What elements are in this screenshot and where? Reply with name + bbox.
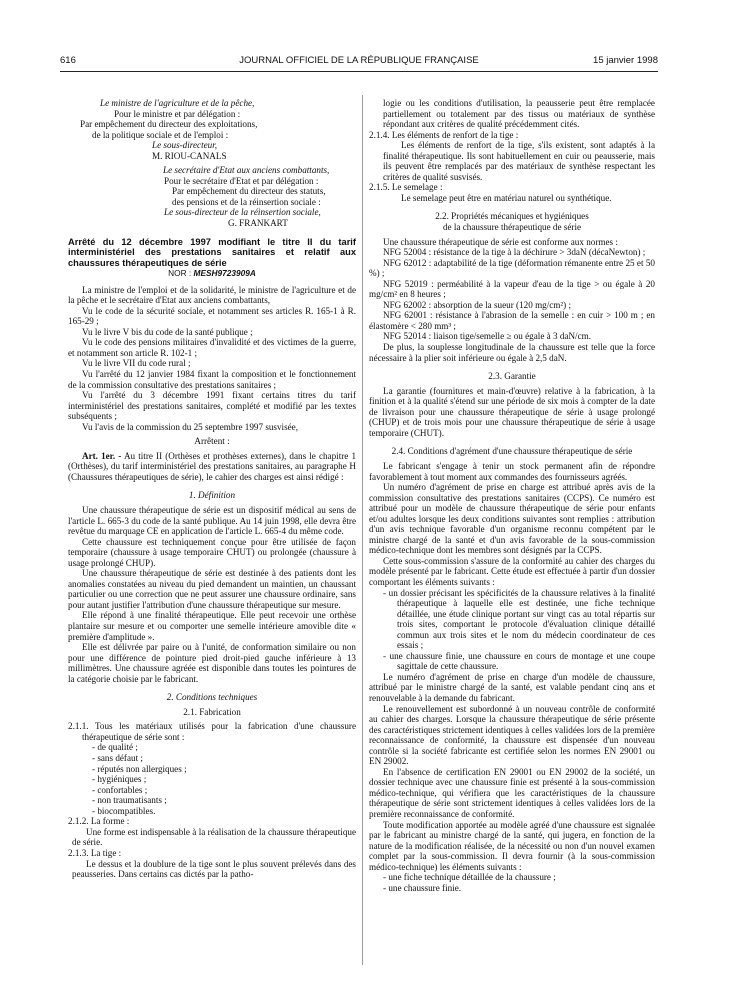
subsection-heading: 2.1. Fabrication: [183, 706, 241, 717]
sig-line: Le ministre de l'agriculture et de la pêche,: [100, 98, 255, 108]
left-column: [68, 98, 356, 880]
section-heading: 2. Conditions techniques: [166, 692, 258, 703]
sig-line: Le secrétaire d'Etat aux anciens combattants,: [163, 165, 330, 176]
subsection-heading: 2.2. Propriétés mécaniques et hygiéniques: [435, 211, 589, 222]
sig-line: Par empêchement du directeur des statuts,: [172, 186, 326, 197]
sig-line: de la politique sociale et de l'emploi :: [92, 129, 229, 140]
preamble-para: La ministre de l'emploi et de la solidarité, le ministre de l'agriculture et de la pêche et le secrétaire d'Etat aux anciens combattants,: [68, 284, 356, 306]
preamble-para: Vu le livre VII du code rural ;: [82, 358, 191, 369]
sig-line: Pour le secrétaire d'Etat et par délégation :: [164, 175, 319, 186]
guarantee-text: La garantie (fournitures et main-d'œuvre) relative à la fabrication, à la finition et à la qualité s'étend sur une période de six mois à compter de la date de livraison pour une chaussure thérapeutique de série à usage prolongé (CHUP) et de trois mois pour une chaussure thérapeutique de série à usage temporaire (CHUT).: [369, 385, 655, 438]
norm-item: NFG 52014 : liaison tige/semelle ≥ ou égale à 3 daN/cm.: [383, 331, 591, 342]
sig-line: Le sous-directeur de la réinsertion sociale,: [164, 207, 321, 218]
article-1: [68, 451, 356, 483]
definition-para: Elle est délivrée par paire ou à l'unité, de conformation similaire ou non pour une différence de pointure pied droit-pied gauche inférieure à 13 millimètres. Une chaussure agréée est disponible dans toutes les pointures de la catégorie choisie par le fabricant.: [68, 642, 356, 684]
agreement-para: Le renouvellement est subordonné à un nouveau contrôle de conformité au cahier des charges. Lorsque la chaussure thérapeutique de série présente des caractéristiques strictement identiques à celles validées lors de la première reconnaissance de conformité, la chaussure est dispensée d'un nouveau contrôle si la société fabricante est certifiée selon les normes EN 29001 ou EN 29002.: [369, 703, 655, 767]
section-heading: 1. Définition: [188, 490, 236, 501]
clause-215: 2.1.5. Le semelage :: [369, 182, 443, 193]
agreement-para: Cette sous-commission s'assure de la conformité au cahier des charges du modèle présenté par le fabricant. Cette étude est effectuée à partir d'un dossier comportant les éléments suivants :: [369, 555, 655, 587]
norm-item: NFG 52004 : résistance de la tige à la déchirure > 3daN (décaNewton) ;: [383, 247, 646, 258]
clause-text: Les éléments de renfort de la tige, s'ils existent, sont adaptés à la finalité thérapeutique. Ils sont habituellement en cuir ou peausserie, mais ils peuvent être remplacés par des matériaux de synthèse respectant les critères de qualité susvisés.: [383, 140, 655, 182]
sig-line: des pensions et de la réinsertion sociale :: [172, 196, 321, 207]
materials-list: [68, 742, 356, 816]
preamble-para: Vu l'arrêté du 12 janvier 1984 fixant la composition et le fonctionnement de la commission consultative des prestations sanitaires ;: [68, 368, 356, 390]
list-item: - une chaussure finie.: [383, 882, 462, 893]
issue-date: 15 janvier 1998: [593, 55, 658, 66]
norms-intro: Une chaussure thérapeutique de série est conforme aux normes :: [383, 236, 618, 247]
agreement-para: Toute modification apportée au modèle agréé d'une chaussure est signalée par le fabricant au ministre chargé de la santé, qui jugera, en fonction de la nature de la modification réalisée, de la nécessité ou non d'un nouvel examen complet par la sous-commission. Il devra fournir (à la sous-commission médico-technique) les éléments suivants :: [369, 819, 655, 872]
right-column: [369, 98, 655, 893]
list-item: - non traumatisants ;: [92, 795, 167, 806]
agreement-para: Le fabricant s'engage à tenir un stock permanent afin de répondre favorablement à tout moment aux commandes des fournisseurs agréés.: [369, 460, 655, 482]
sig-name: M. RIOU-CANALS: [152, 150, 227, 161]
norm-item: NFG 62012 : adaptabilité de la tige (déformation rémanente entre 25 et 50 %) ;: [369, 257, 655, 279]
norm-item: NFG 62001 : résistance à l'abrasion de la semelle : en cuir > 100 m ; en élastomère < 280 mm³ ;: [369, 310, 655, 331]
list-item: - hygiéniques ;: [92, 774, 147, 785]
clause-213: 2.1.3. La tige :: [68, 847, 122, 858]
journal-title: JOURNAL OFFICIEL DE LA RÉPUBLIQUE FRANÇAISE: [239, 55, 479, 66]
agreement-para: En l'absence de certification EN 29001 ou EN 29002 de la société, un dossier technique avec une chaussure finie est présenté à la sous-commission médico-technique, qui vérifiera que les caractéristiques de la chaussure thérapeutique de série sont strictement identiques à celles validées lors de la première reconnaissance de conformité.: [369, 766, 655, 819]
column-divider: [362, 95, 363, 965]
norms-after: De plus, la souplesse longitudinale de la chaussure est telle que la force nécessaire à la plier soit inférieure ou égale à 2,5 daN.: [369, 342, 655, 363]
list-item: - un dossier précisant les spécificités de la chaussure relatives à la finalité thérapeutique à laquelle elle est destinée, une fiche technique détaillée, une étude clinique portant sur vingt cas au total répartis sur trois sites, comportant le protocole d'évaluation clinique détaillé commun aux trois sites et le nom du médecin coordinateur de ces essais ;: [383, 587, 655, 651]
arrete-title: Arrêté du 12 décembre 1997 modifiant le titre II du tarif interministériel des prestations sanitaires et relatif aux chaussures thérapeutiques de série: [68, 236, 356, 268]
preamble-para: Vu l'arrêté du 3 décembre 1991 fixant certains titres du tarif interministériel des prestations sanitaires, complété et modifié par les textes subséquents ;: [68, 390, 356, 422]
dossier-list: [369, 588, 655, 672]
signature-block-anciens-combattants: [68, 165, 356, 228]
nor-value: MESH9723909A: [193, 268, 256, 279]
clause-212: 2.1.2. La forme :: [68, 816, 130, 827]
arretent: Arrêtent :: [194, 436, 230, 447]
nor-label: NOR :: [168, 268, 192, 279]
agreement-para: Un numéro d'agrément de prise en charge est attribué après avis de la commission consultative des prestations sanitaires (CCPS). Ce numéro est attribué pour un modèle de chaussure thérapeutique de série pour enfants et/ou adultes lorsque les deux conditions suivantes sont remplies : attribution d'un avis technique favorable d'un organisme reconnu compétent par le ministre chargé de la santé et d'un avis favorable de la sous-commission médico-technique dont les membres sont désignés par la CCPS.: [369, 482, 655, 556]
page-number: 616: [60, 55, 76, 66]
definition-para: Cette chaussure est techniquement conçue pour être utilisée de façon temporaire (chaussure à usage temporaire CHUT) ou prolongée (chaussure à usage prolongé CHUP).: [68, 536, 356, 568]
signature-block-agriculture: [68, 98, 356, 161]
clause-text: Une forme est indispensable à la réalisation de la chaussure thérapeutique de série.: [72, 826, 356, 848]
list-item: - une chaussure finie, une chaussure en cours de montage et une coupe sagittale de cette chaussure.: [383, 650, 655, 672]
list-item: - une fiche technique détaillée de la chaussure ;: [383, 872, 556, 883]
norm-item: NFG 52019 : perméabilité à la vapeur d'eau de la tige > ou égale à 20 mg/cm² en 8 heures ;: [369, 278, 655, 300]
list-item: - confortables ;: [92, 784, 148, 795]
sig-name: G. FRANKART: [228, 218, 288, 229]
sig-line: Pour le ministre et par délégation :: [114, 108, 241, 119]
clause-text: Le semelage peut être en matériau naturel ou synthétique.: [401, 192, 612, 203]
definition-para: Une chaussure thérapeutique de série est un dispositif médical au sens de l'article L. 665-3 du code de la santé publique. Au 14 juin 1998, elle devra être revêtue du marquage CE en application de l'article L. 665-4 du même code.: [68, 505, 356, 537]
subsection-heading: 2.3. Garantie: [488, 371, 536, 382]
page-header: [60, 55, 658, 69]
preamble-para: Vu le code de la sécurité sociale, et notamment ses articles R. 165-1 à R. 165-29 ;: [68, 305, 356, 327]
article-1-text: Au titre II (Orthèses et prothèses externes), dans le chapitre 1 (Orthèses), du tarif interministériel des prestations sanitaires, au paragraphe H (Chaussures thérapeutiques de série), le cahier des charges est ainsi rédigé :: [68, 450, 357, 482]
subsection-heading-line2: de la chaussure thérapeutique de série: [442, 222, 582, 233]
final-list: [369, 872, 655, 893]
list-item: - sans défaut ;: [92, 753, 143, 764]
article-1-label: Art. 1er. -: [82, 450, 122, 461]
norm-item: NFG 62002 : absorption de la sueur (120 mg/cm²) ;: [383, 299, 571, 310]
preamble-para: Vu le livre V bis du code de la santé publique ;: [82, 326, 253, 337]
continued-text: logie ou les conditions d'utilisation, la peausserie peut être remplacée partiellement ou totalement par des tissus ou matériaux de synthèse répondant aux critères de qualité précédemment cités.: [383, 98, 655, 130]
definition-para: Une chaussure thérapeutique de série est destinée à des patients dont les anomalies constatées au niveau du pied demandent un maintien, un chaussant particulier ou une correction que ne peut assurer une chaussure ordinaire, sans pour autant justifier l'attribution d'une chaussure thérapeutique sur mesure.: [68, 568, 356, 610]
nor-reference: [68, 268, 356, 279]
clause-214: 2.1.4. Les éléments de renfort de la tige :: [369, 129, 519, 140]
list-item: - biocompatibles.: [92, 805, 156, 816]
sig-line: Par empêchement du directeur des exploitations,: [80, 119, 258, 130]
list-item: - réputés non allergiques ;: [92, 763, 187, 774]
header-rule: [60, 71, 658, 72]
subsection-heading: 2.4. Conditions d'agrément d'une chaussure thérapeutique de série: [391, 446, 633, 457]
clause-text: Le dessus et la doublure de la tige sont le plus souvent prélevés dans des peausseries. Dans certains cas dictés par la patho-: [72, 858, 356, 880]
clause-211: 2.1.1. Tous les matériaux utilisés pour la fabrication d'une chaussure thérapeutique de série sont :: [68, 721, 356, 742]
definition-para: Elle répond à une finalité thérapeutique. Elle peut recevoir une orthèse plantaire sur mesure et ou comporter une semelle intérieure amovible dite « première d'amplitude ».: [68, 610, 356, 642]
sig-line: Le sous-directeur,: [152, 140, 218, 151]
preamble-para: Vu le code des pensions militaires d'invalidité et des victimes de la guerre, et notamment son article R. 102-1 ;: [68, 337, 356, 358]
list-item: - de qualité ;: [92, 742, 138, 753]
agreement-para: Le numéro d'agrément de prise en charge d'un modèle de chaussure, attribué par le ministre chargé de la santé, est valable pendant cinq ans et renouvelable à la demande du fabricant.: [369, 671, 655, 703]
preamble-para: Vu l'avis de la commission du 25 septembre 1997 susvisée,: [82, 421, 299, 432]
